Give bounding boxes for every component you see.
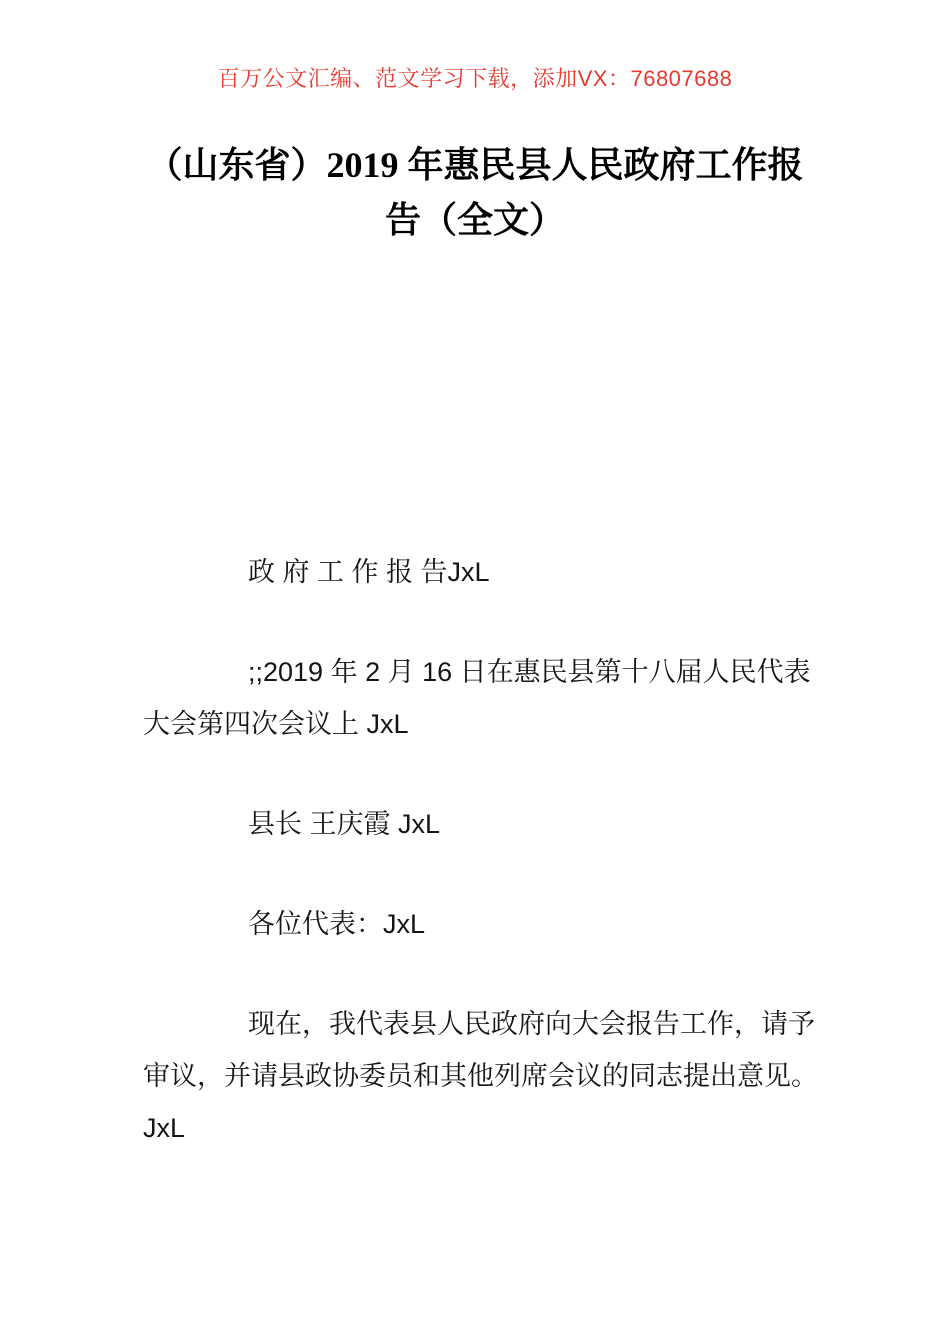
paragraph-report-heading: 政 府 工 作 报 告JxL: [248, 557, 490, 587]
document-title: （山东省）2019 年惠民县人民政府工作报告（全文）: [146, 145, 804, 240]
paragraph-speaker: 县长 王庆霞 JxL: [248, 809, 441, 839]
paragraph-meeting-info: ;;2019 年 2 月 16 日在惠民县第十八届人民代表大会第四次会议上 JxL: [143, 657, 811, 739]
promo-notice-text: 百万公文汇编、范文学习下载，添加VX：76807688: [217, 66, 733, 91]
paragraph-salutation: 各位代表：JxL: [248, 909, 426, 939]
document-body: [0, 546, 950, 1154]
paragraph-opening-statement: 现在，我代表县人民政府向大会报告工作，请予审议，并请县政协委员和其他列席会议的同志提出意见。JxL: [143, 1009, 818, 1143]
